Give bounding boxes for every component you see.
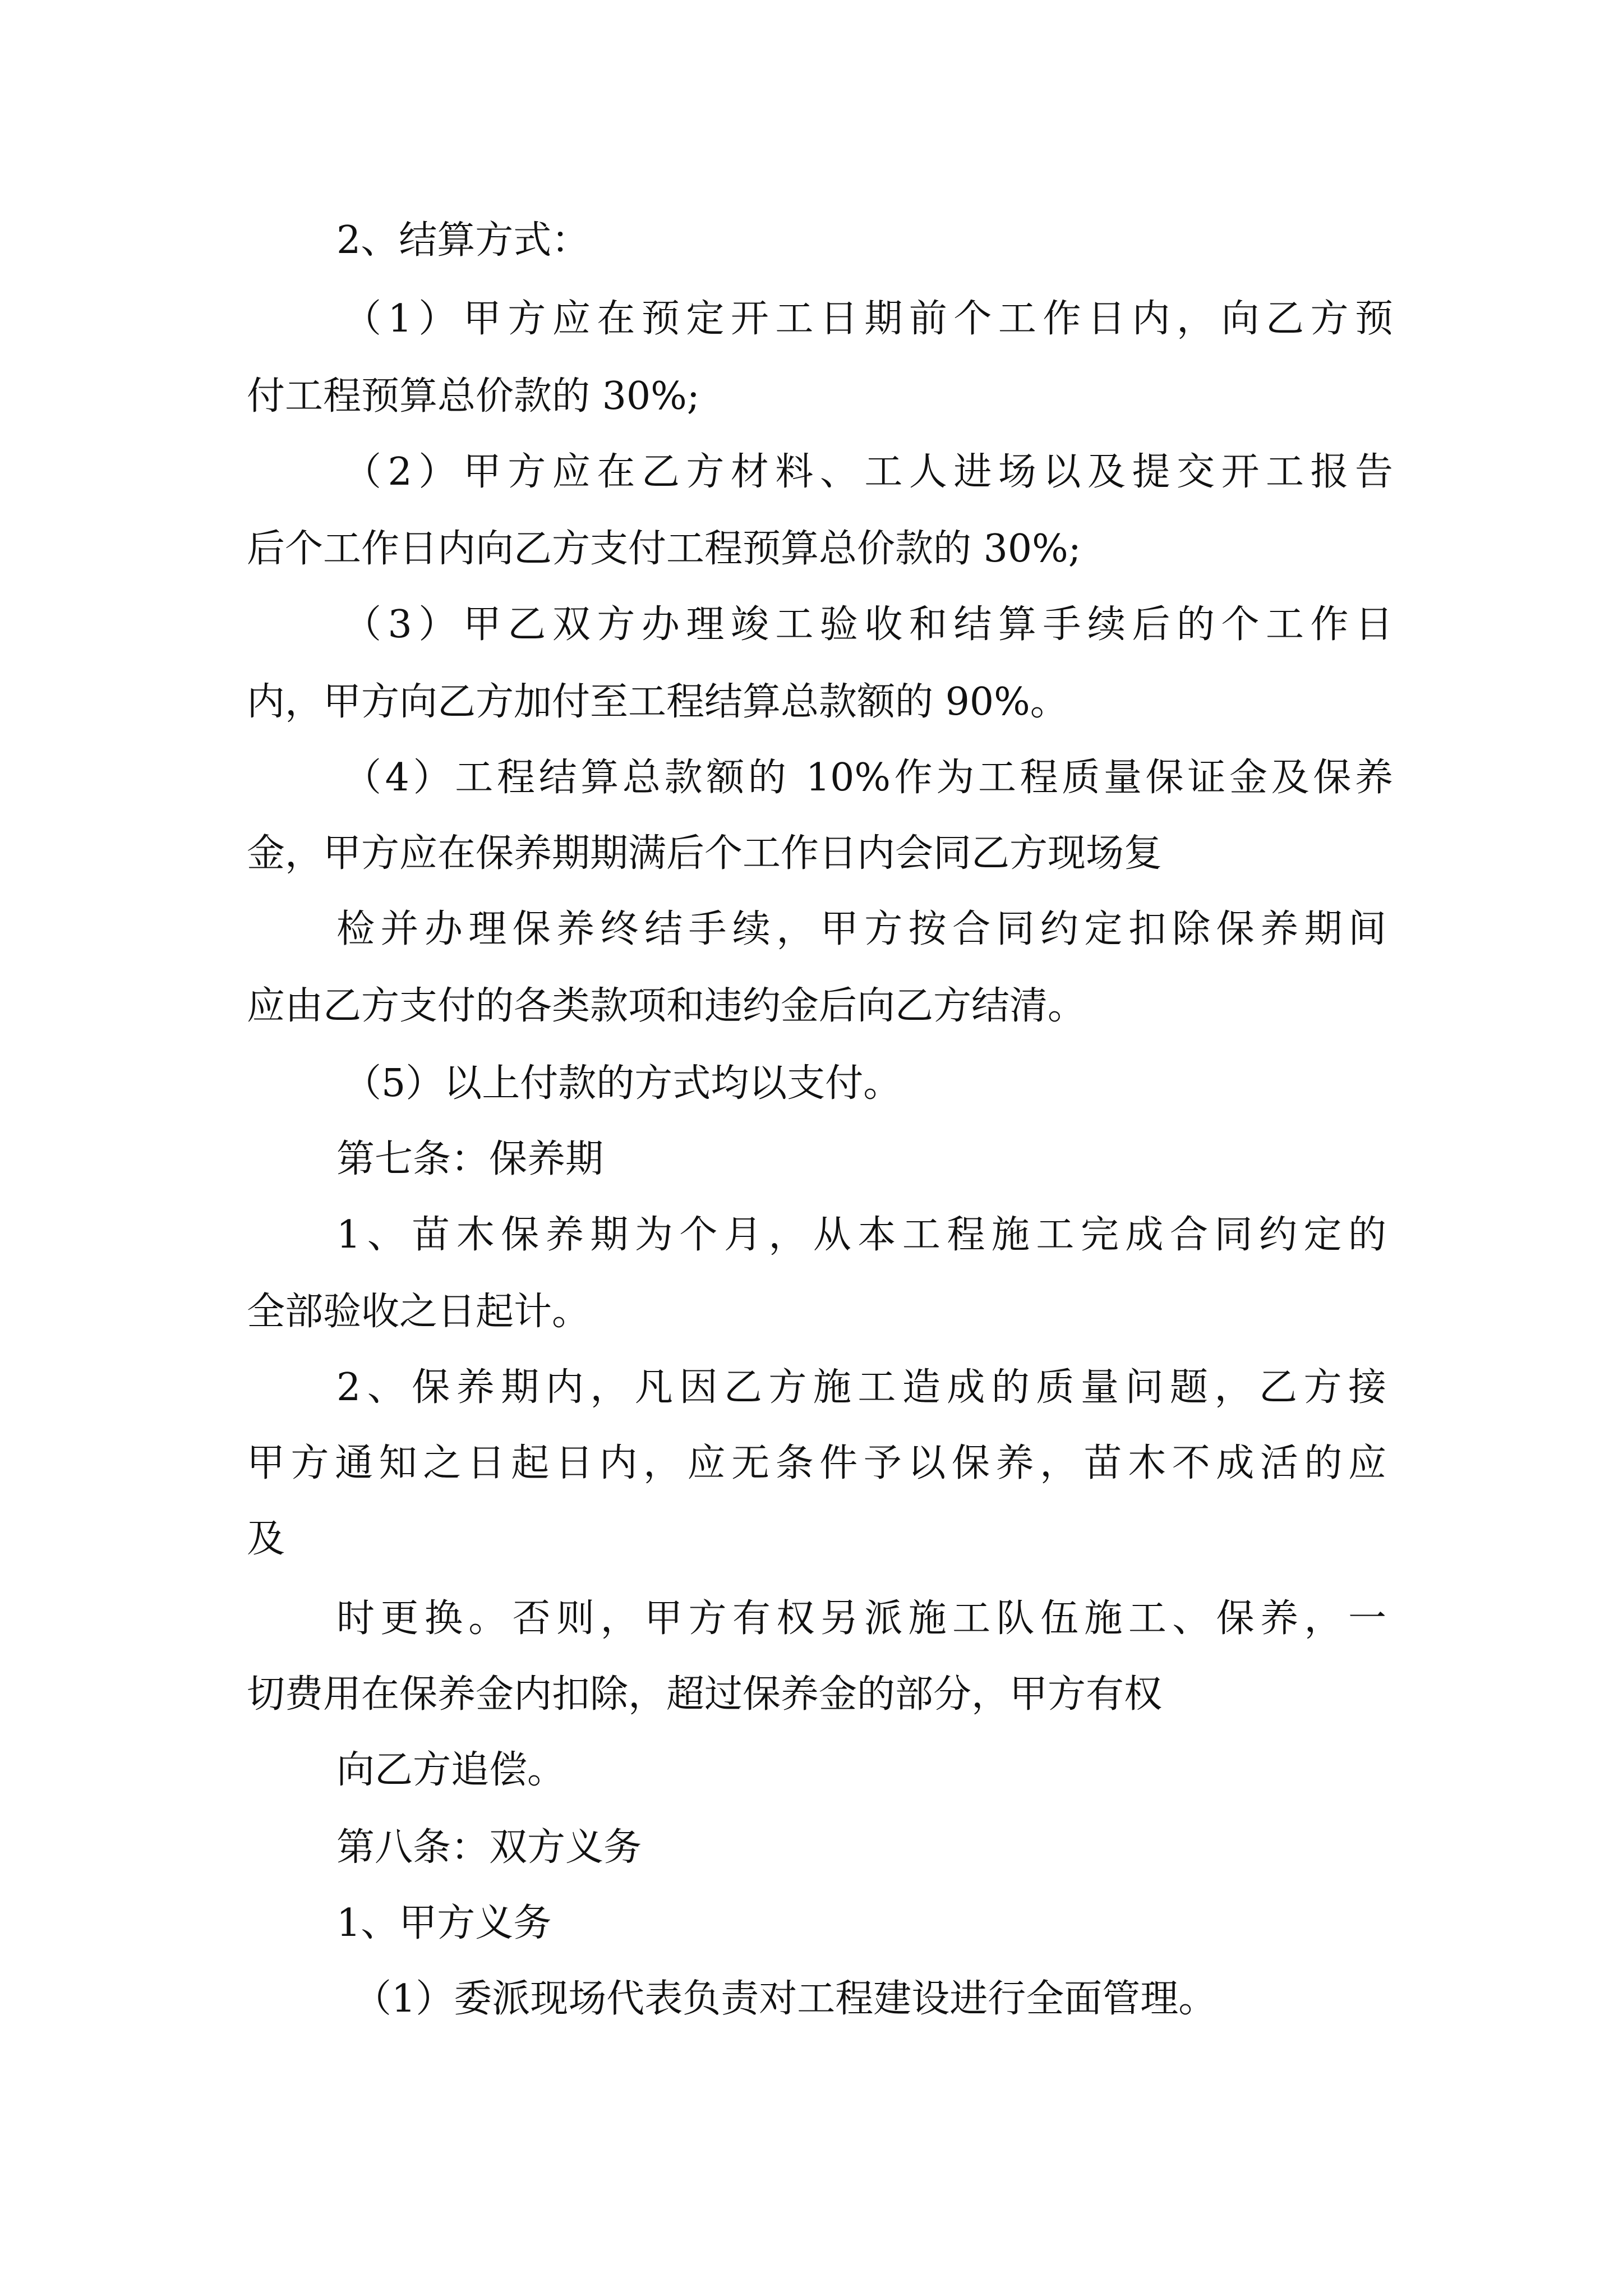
text-line: 付工程预算总价款的 30%; xyxy=(247,374,700,418)
subsection-heading: 1、甲方义务 xyxy=(336,1901,552,1945)
section-heading: 第七条：保养期 xyxy=(336,1137,604,1181)
text-line: 2、保养期内，凡因乙方施工造成的质量问题，乙方接 xyxy=(336,1365,1386,1410)
text-line: （3）甲乙双方办理竣工验收和结算手续后的个工作日 xyxy=(343,602,1393,647)
text-line: 1、苗木保养期为个月，从本工程施工完成合同约定的 xyxy=(336,1213,1386,1257)
text-line: 甲方通知之日起日内，应无条件予以保养，苗木不成活的应 xyxy=(247,1441,1386,1485)
text-line: （5）以上付款的方式均以支付。 xyxy=(343,1061,902,1106)
text-line: （1）委派现场代表负责对工程建设进行全面管理。 xyxy=(353,1977,1217,2021)
text-line: 应由乙方支付的各类款项和违约金后向乙方结清。 xyxy=(247,984,1086,1028)
text-line: 后个工作日内向乙方支付工程预算总价款的 30%; xyxy=(247,527,1081,571)
text-line: 及 xyxy=(247,1517,285,1561)
text-line: 全部验收之日起计。 xyxy=(247,1290,591,1334)
text-line: （1）甲方应在预定开工日期前个工作日内，向乙方预 xyxy=(343,297,1393,341)
text-line: 金，甲方应在保养期期满后个工作日内会同乙方现场复 xyxy=(247,831,1163,876)
text-line: 内，甲方向乙方加付至工程结算总款额的 90%。 xyxy=(247,680,1068,724)
text-line: 切费用在保养金内扣除，超过保养金的部分，甲方有权 xyxy=(247,1672,1163,1717)
text-line: 向乙方追偿。 xyxy=(336,1748,566,1792)
section-heading: 第八条：双方义务 xyxy=(336,1825,642,1870)
text-line: （2）甲方应在乙方材料、工人进场以及提交开工报告 xyxy=(343,450,1393,494)
text-line: 时更换。否则，甲方有权另派施工队伍施工、保养，一 xyxy=(336,1596,1386,1641)
text-line: （4）工程结算总款额的 10%作为工程质量保证金及保养 xyxy=(343,756,1393,800)
text-line: 2、结算方式： xyxy=(336,218,590,263)
text-line: 检并办理保养终结手续，甲方按合同约定扣除保养期间 xyxy=(336,907,1386,951)
